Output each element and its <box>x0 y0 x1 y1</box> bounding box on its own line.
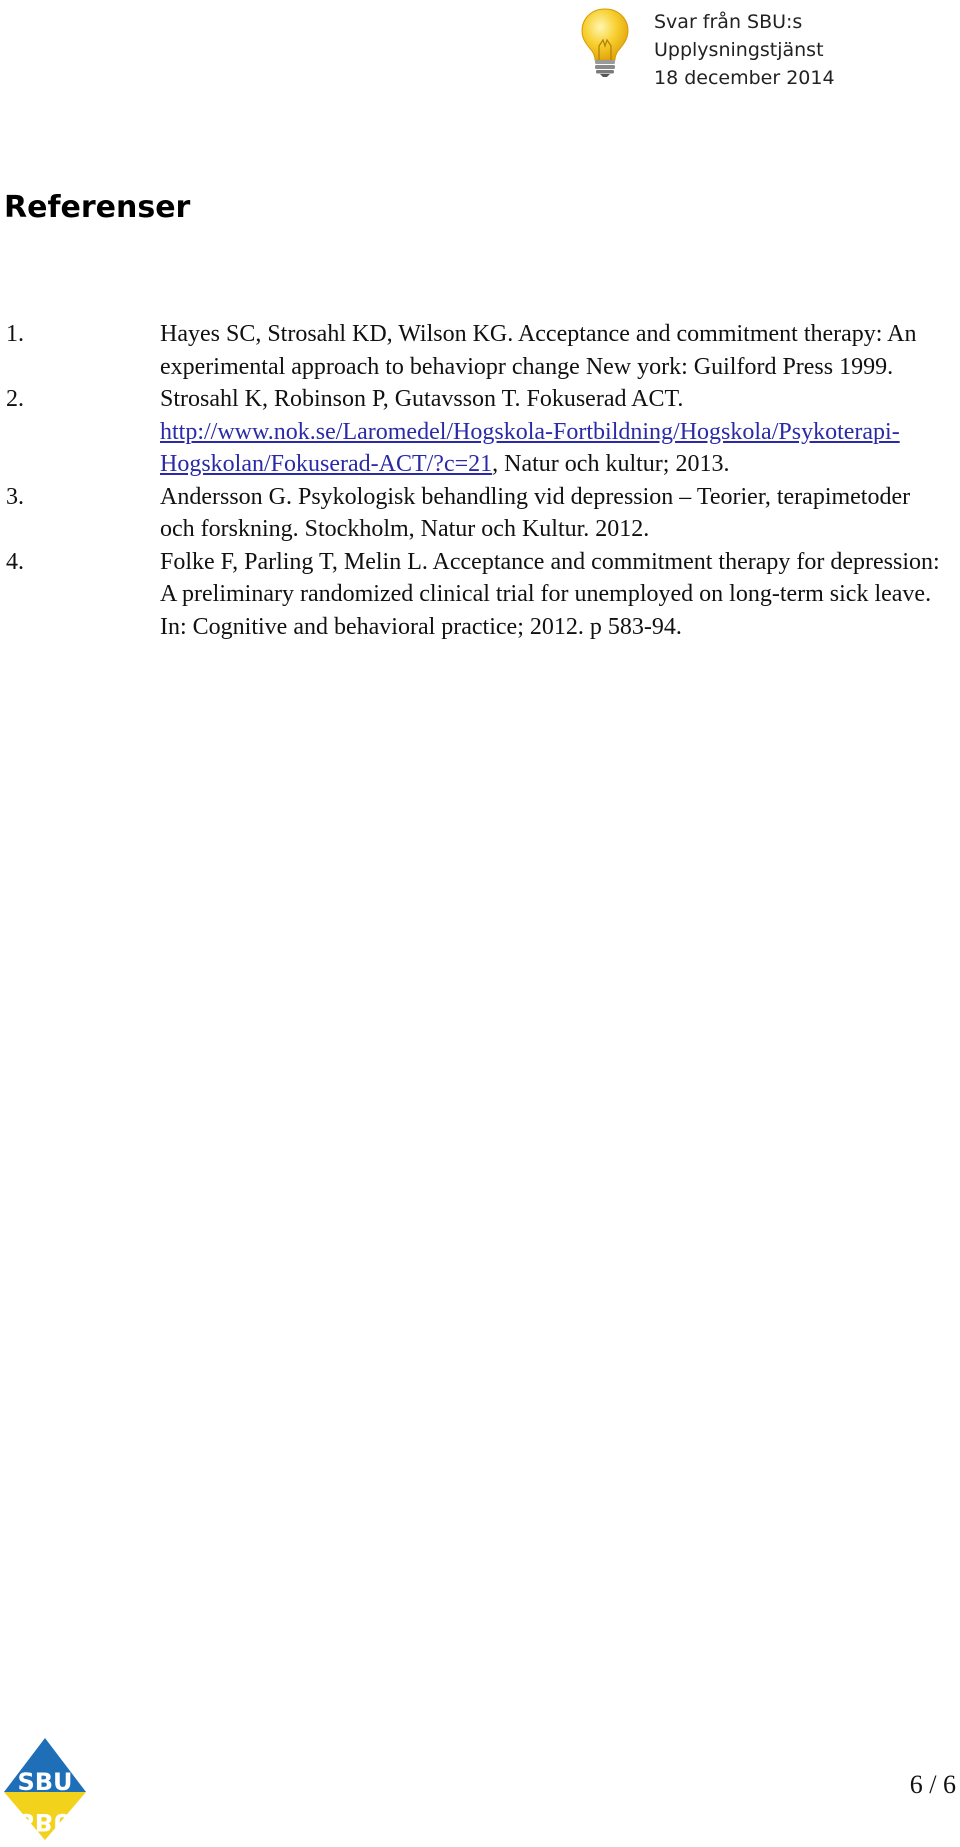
header-text <box>654 8 960 92</box>
reference-number: 1. <box>6 321 24 347</box>
section-title: Referenser <box>4 190 191 225</box>
logo-bottom-text: SBU <box>17 1808 73 1836</box>
reference-item <box>0 318 940 383</box>
logo-top-text: SBU <box>17 1768 73 1796</box>
reference-item <box>0 481 940 546</box>
page-header <box>0 0 960 90</box>
reference-item <box>0 546 940 644</box>
reference-list <box>0 318 940 643</box>
reference-number: 4. <box>6 548 24 575</box>
page-number: 6 / 6 <box>909 1770 956 1799</box>
reference-number: 3. <box>6 483 24 510</box>
header-date-line: 18 december 2014 <box>654 67 835 89</box>
sbu-logo <box>2 1736 88 1842</box>
reference-text: Strosahl K, Robinson P, Gutavsson T. Fokuserad ACT. <box>160 386 684 412</box>
reference-text: Hayes SC, Strosahl KD, Wilson KG. Acceptance and commitment therapy: An experimental approach to behaviopr change New york: Guilford Press 1999. <box>160 321 917 380</box>
reference-item <box>0 383 940 481</box>
reference-text: Andersson G. Psykologisk behandling vid depression – Teorier, terapimetoder och forskning. Stockholm, Natur och Kultur. 2012. <box>160 483 911 542</box>
lightbulb-icon <box>577 6 633 78</box>
reference-text-after: , Natur och kultur; 2013. <box>492 451 730 477</box>
header-org-line: Svar från SBU:s Upplysningstjänst <box>654 11 824 61</box>
reference-number: 2. <box>6 386 24 412</box>
reference-link[interactable]: http://www.nok.se/Laromedel/Hogskola-Fortbildning/Hogskola/Psykoterapi-Hogskolan/Fokuserad-ACT/?c=21 <box>160 418 900 477</box>
reference-text: Folke F, Parling T, Melin L. Acceptance and commitment therapy for depression: A preliminary randomized clinical trial for unemployed on long-term sick leave. In: Cognitive and behavioral practice; 2012. p 583-94. <box>160 548 940 640</box>
